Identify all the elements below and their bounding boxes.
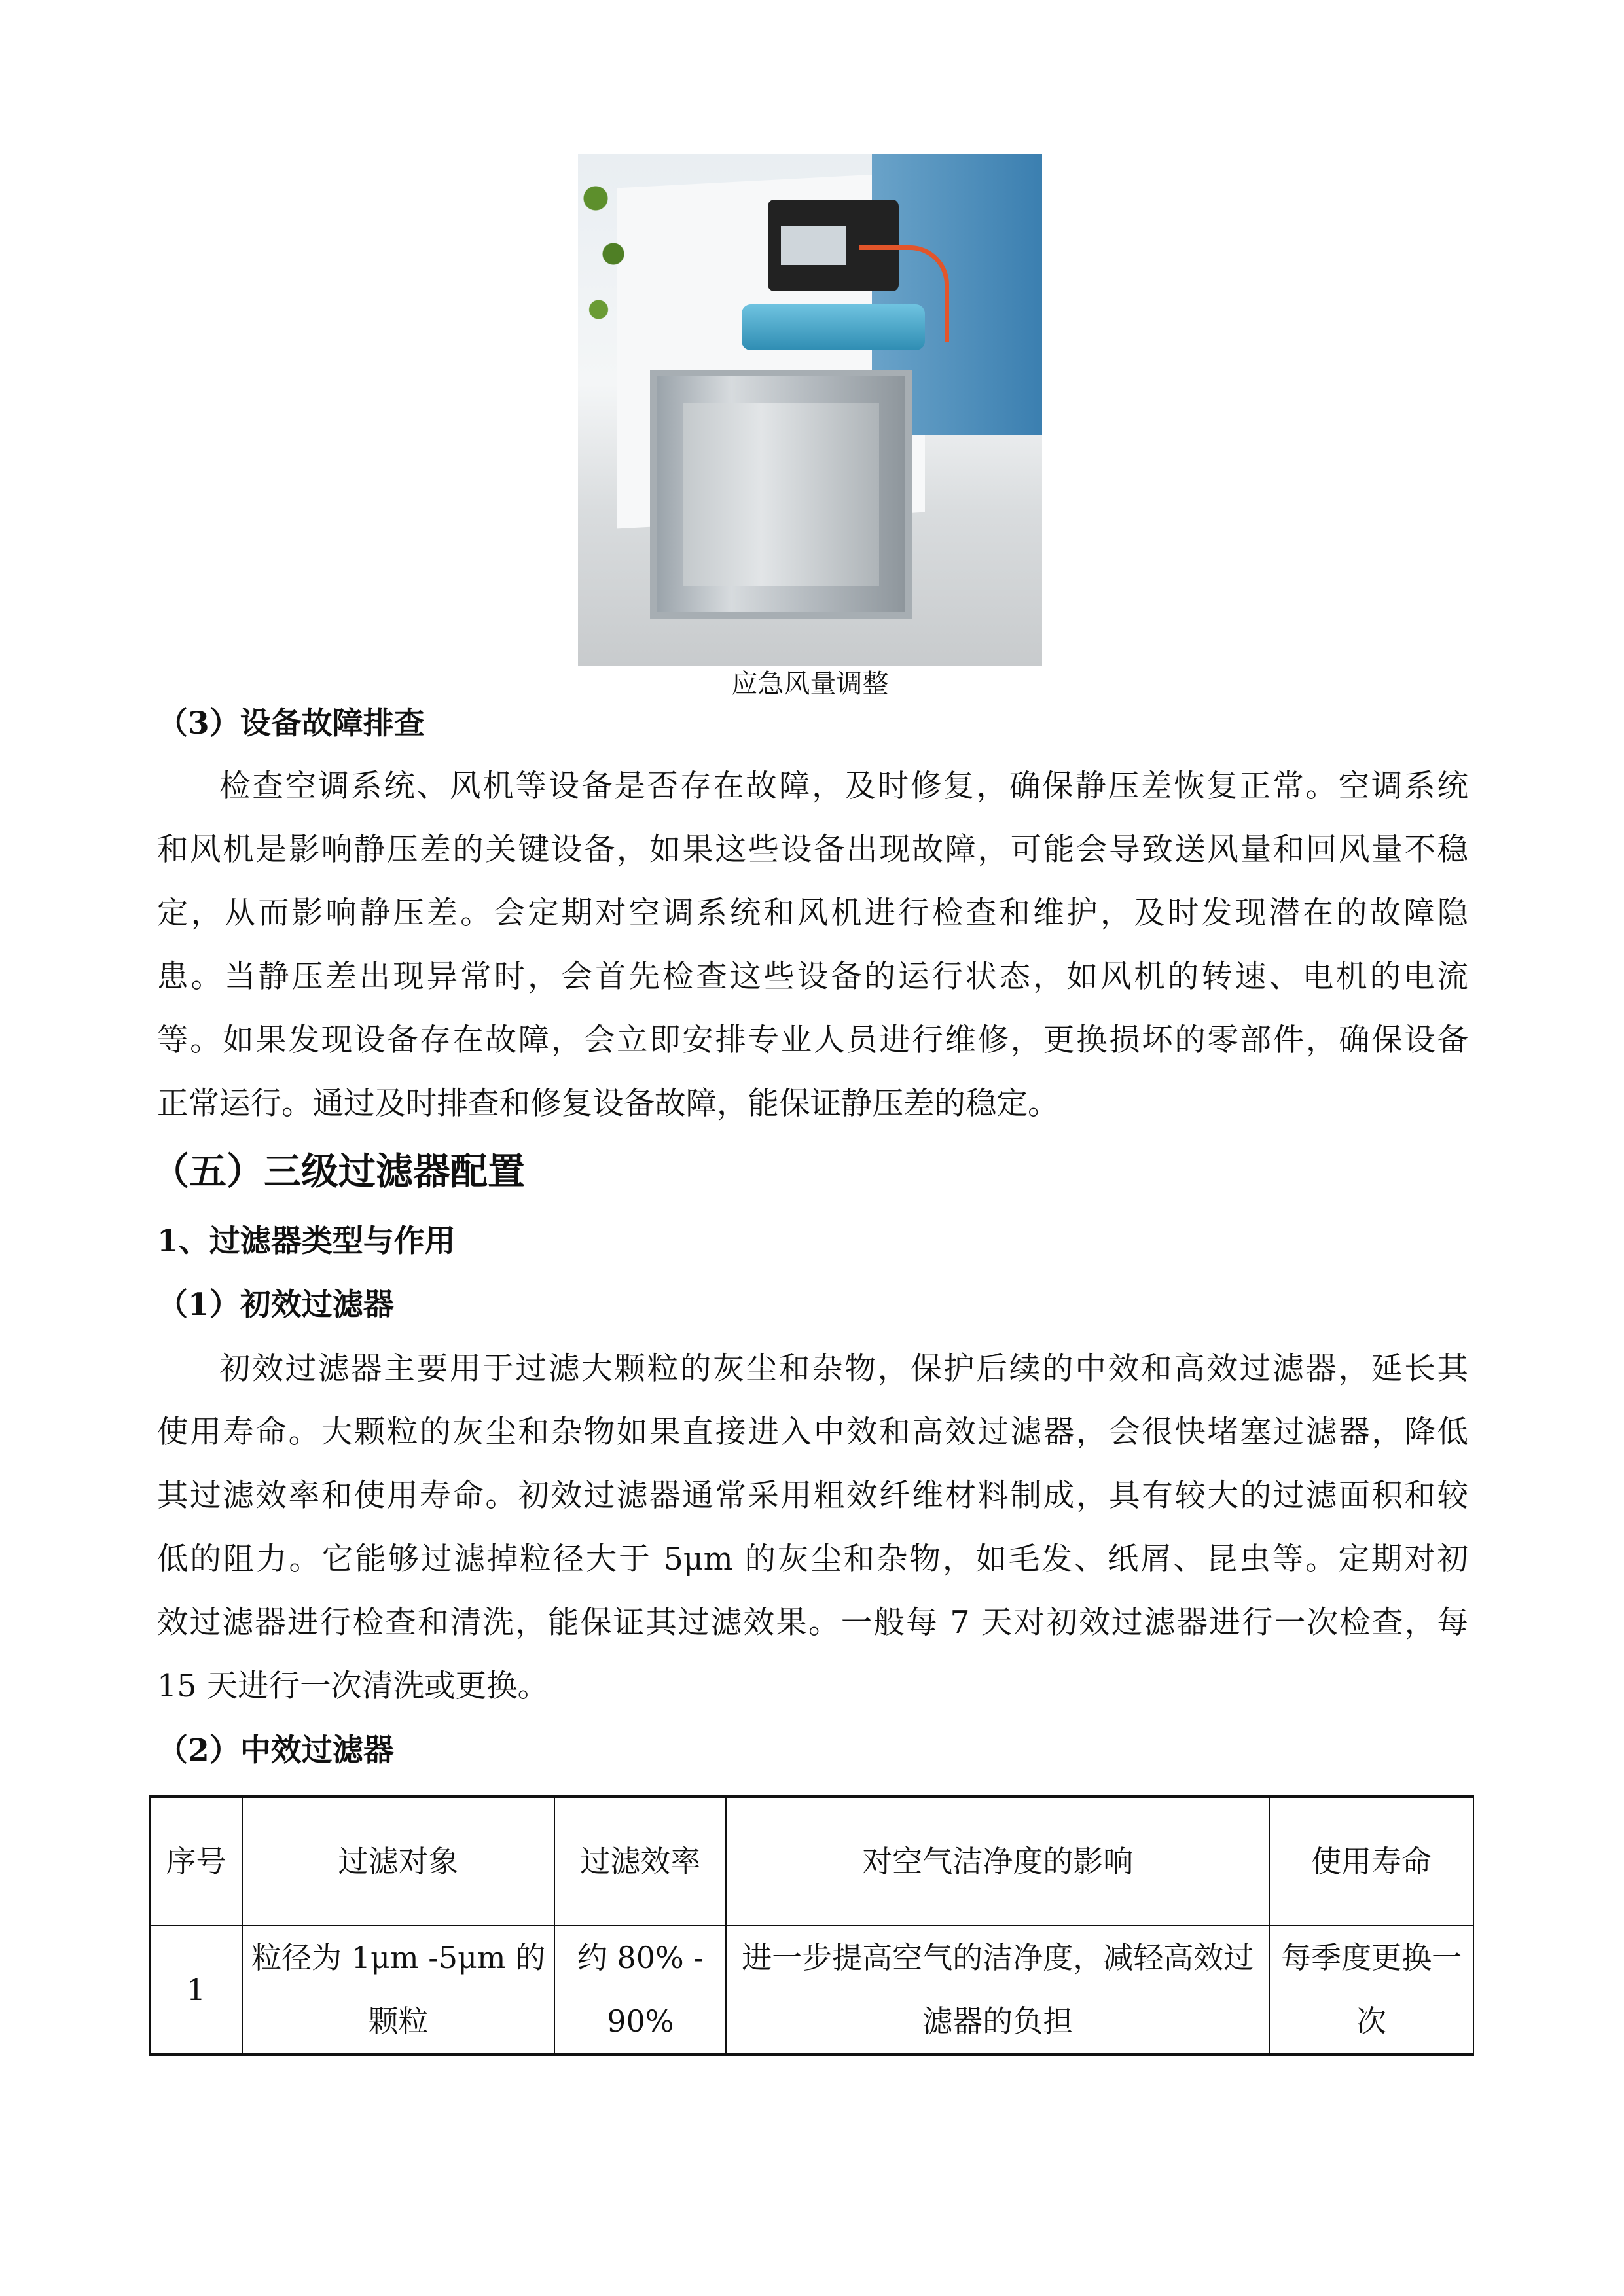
text-line: 正常运行。通过及时排查和修复设备故障，能保证静压差的稳定。 xyxy=(157,1086,1059,1122)
text-line: 等。如果发现设备存在故障，会立即安排专业人员进行维修，更换损坏的零部件，确保设备 xyxy=(157,1022,1468,1058)
section-heading-fault-check: （3）设备故障排查 xyxy=(157,706,425,742)
text-line: 检查空调系统、风机等设备是否存在故障，及时修复，确保静压差恢复正常。空调系统 xyxy=(219,768,1468,804)
photo-air-hose xyxy=(859,245,949,342)
cell-service-life: 每季度更换一次 xyxy=(1269,1926,1473,2055)
text-line: 使用寿命。大颗粒的灰尘和杂物如果直接进入中效和高效过滤器，会很快堵塞过滤器，降低 xyxy=(157,1414,1468,1450)
text-line: 定，从而影响静压差。会定期对空调系统和风机进行检查和维护，及时发现潜在的故障隐 xyxy=(157,895,1468,931)
cell-cleanliness-impact: 进一步提高空气的洁净度，减轻高效过滤器的负担 xyxy=(726,1926,1269,2055)
photo-damper-frame xyxy=(650,370,912,619)
header-service-life: 使用寿命 xyxy=(1269,1797,1473,1926)
table-row xyxy=(150,1926,1473,2055)
text-line: 15 天进行一次清洗或更换。 xyxy=(157,1668,549,1704)
cell-efficiency: 约 80% - 90% xyxy=(554,1926,726,2055)
medium-filter-table xyxy=(149,1795,1474,2056)
section-heading-filters: （五）三级过滤器配置 xyxy=(152,1149,525,1193)
subheading-primary-filter: （1）初效过滤器 xyxy=(157,1287,394,1323)
paragraph-primary-filter xyxy=(157,1350,1468,1731)
cell-filter-target: 粒径为 1μm -5μm 的颗粒 xyxy=(242,1926,555,2055)
table-header-row xyxy=(150,1797,1473,1926)
header-efficiency: 过滤效率 xyxy=(554,1797,726,1926)
cell-index: 1 xyxy=(150,1926,242,2055)
text-line: 低的阻力。它能够过滤掉粒径大于 5μm 的灰尘和杂物，如毛发、纸屑、昆虫等。定期对初 xyxy=(157,1541,1468,1577)
damper-photo xyxy=(578,154,1042,666)
figure-caption: 应急风量调整 xyxy=(731,669,889,699)
header-cleanliness-impact: 对空气洁净度的影响 xyxy=(726,1797,1269,1926)
text-line: 初效过滤器主要用于过滤大颗粒的灰尘和杂物，保护后续的中效和高效过滤器，延长其 xyxy=(219,1351,1468,1387)
text-line: 效过滤器进行检查和清洗，能保证其过滤效果。一般每 7 天对初效过滤器进行一次检查，每 xyxy=(157,1605,1468,1641)
text-line: 和风机是影响静压差的关键设备，如果这些设备出现故障，可能会导致送风量和回风量不稳 xyxy=(157,832,1468,868)
photo-actuator-label xyxy=(781,226,846,265)
header-index: 序号 xyxy=(150,1797,242,1926)
header-filter-target: 过滤对象 xyxy=(242,1797,555,1926)
paragraph-fault-check xyxy=(157,767,1468,1148)
photo-plant xyxy=(578,154,637,376)
subheading-medium-filter: （2）中效过滤器 xyxy=(157,1732,394,1768)
text-line: 患。当静压差出现异常时，会首先检查这些设备的运行状态，如风机的转速、电机的电流 xyxy=(157,959,1468,995)
text-line: 其过滤效率和使用寿命。初效过滤器通常采用粗效纤维材料制成，具有较大的过滤面积和较 xyxy=(157,1478,1468,1514)
subheading-filter-types: 1、过滤器类型与作用 xyxy=(157,1223,456,1259)
